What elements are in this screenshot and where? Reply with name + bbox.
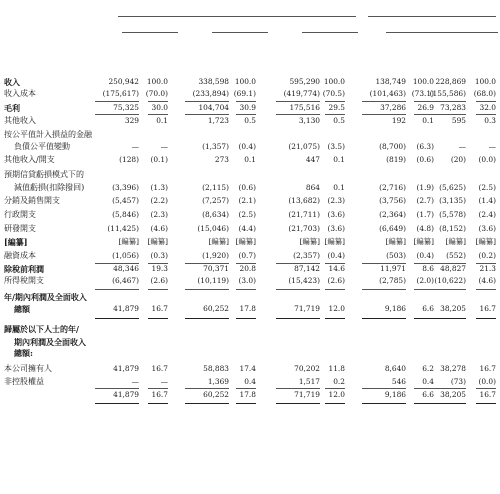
subtotal-rule [362,388,406,389]
row-label: 除稅前利潤 [4,264,44,274]
row-value: 546 [391,377,406,386]
row-value: (2,716) [379,183,406,192]
row-value: 595 [451,116,466,125]
row-value: (2.5) [238,210,256,219]
row-value: — [131,377,139,386]
row-value: (8,634) [202,210,229,219]
row-label: 研發開支 [4,224,36,233]
row-value: 1,369 [207,377,229,386]
row-value: 0.1 [333,183,345,192]
subtotal-rule [95,101,139,102]
row-value: (1.4) [478,196,496,205]
row-value: 60,252 [203,304,229,313]
row-value: 32.0 [479,103,496,112]
row-value: 1,517 [298,377,320,386]
row-value: (6,467) [112,276,139,285]
row-value: 70,202 [294,364,320,373]
row-label: 收入成本 [4,89,36,98]
row-value: (1.9) [416,183,434,192]
row-value: (1,357) [202,142,229,151]
row-value: 16.7 [151,304,168,313]
row-value: 26.9 [417,103,434,112]
row-value: 38,205 [440,390,466,399]
subtotal-rule [476,318,496,319]
row-label: 行政開支 [4,210,36,219]
row-value: (6.3) [416,142,434,151]
row-value: (2.2) [150,196,168,205]
row-value: [編纂] [385,237,406,246]
subtotal-rule [422,263,466,264]
row-value: (2.4) [478,210,496,219]
row-value: 16.7 [479,304,496,313]
subtotal-rule [185,289,229,290]
subtotal-rule [362,263,406,264]
row-value: [編纂] [208,237,229,246]
year-rule [442,32,498,33]
row-value: (11,425) [107,224,139,233]
row-value: 9,186 [384,304,406,313]
row-value: 16.7 [151,364,168,373]
row-value: (0.6) [416,155,434,164]
row-value: (0.4) [416,251,434,260]
subtotal-rule [95,289,139,290]
row-value: 38,205 [440,304,466,313]
subtotal-rule [422,101,466,102]
row-value: 58,883 [203,364,229,373]
row-value: (21,711) [288,210,320,219]
row-label: 期內利潤及全面收入 [14,337,86,347]
row-value: 250,942 [108,77,139,86]
row-label: 按公平值計入損益的金融 [4,130,92,139]
row-value: (155,586) [429,89,466,98]
subtotal-rule [422,114,466,115]
row-label: 總額: [14,348,33,358]
row-value: (552) [446,251,466,260]
row-label: 預期信貸虧損模式下的 [4,170,84,179]
row-value: (68.0) [473,89,496,98]
row-value: (5,578) [439,210,466,219]
row-value: (3,135) [439,196,466,205]
row-value: [編纂] [299,237,320,246]
subtotal-rule [276,388,320,389]
row-value: 864 [305,183,320,192]
row-value: (4.4) [238,224,256,233]
subtotal-rule [476,388,496,389]
row-value: 75,325 [113,103,139,112]
row-value: (13,682) [288,196,320,205]
row-value: 11.8 [328,364,345,373]
row-value: 41,879 [113,390,139,399]
row-value: 41,879 [113,304,139,313]
subtotal-rule [236,114,256,115]
row-value: 100.0 [146,77,168,86]
row-value: 0.2 [333,377,345,386]
row-value: 100.0 [474,77,496,86]
subtotal-rule [276,403,320,404]
row-value: — [160,142,168,151]
subtotal-rule [476,263,496,264]
row-value: (503) [386,251,406,260]
row-value: [編纂] [445,237,466,246]
row-value: [編纂] [475,237,496,246]
row-value: 8,640 [384,364,406,373]
row-value: [編纂] [413,237,434,246]
subtotal-rule [422,403,466,404]
subtotal-rule [148,263,168,264]
row-value: (73.1) [411,89,434,98]
row-value: 12.0 [328,390,345,399]
row-value: — [160,377,168,386]
row-value: 17.4 [239,364,256,373]
row-value: 9,186 [384,390,406,399]
row-value: 14.6 [328,264,345,273]
row-value: — [458,142,466,151]
row-value: 30.0 [151,103,168,112]
subtotal-rule [185,403,229,404]
row-value: 12.0 [328,304,345,313]
row-label: 負債公平值變動 [14,142,70,151]
subtotal-rule [325,114,345,115]
row-value: (0.4) [327,251,345,260]
row-value: (8,700) [379,142,406,151]
row-value: (3,756) [379,196,406,205]
row-value: (0.4) [238,142,256,151]
subtotal-rule [236,318,256,319]
subtotal-rule [362,101,406,102]
row-value: (0.2) [478,251,496,260]
subtotal-rule [148,101,168,102]
row-label: 分銷及銷售開支 [4,196,60,205]
subtotal-rule [325,289,345,290]
row-value: (101,463) [369,89,406,98]
row-value: 228,869 [435,77,466,86]
row-value: (2,364) [379,210,406,219]
row-value: (2.5) [478,183,496,192]
row-label: 歸屬於以下人士的年/ [4,324,79,334]
row-value: (7,257) [202,196,229,205]
header-rule [368,16,496,17]
row-value: 11,971 [380,264,406,273]
row-value: 19.3 [151,264,168,273]
row-value: (819) [386,155,406,164]
row-value: 338,598 [198,77,229,86]
subtotal-rule [95,403,139,404]
row-value: 16.7 [151,390,168,399]
row-value: — [131,142,139,151]
row-value: 6.6 [422,304,434,313]
row-value: (6,649) [379,224,406,233]
header-rule [118,16,356,17]
subtotal-rule [148,318,168,319]
subtotal-rule [276,263,320,264]
row-label: 收入 [4,77,20,87]
row-value: — [488,142,496,151]
row-label: [編纂] [4,237,28,247]
row-value: 48,346 [113,264,139,273]
row-value: (70.0) [145,89,168,98]
row-value: (2,115) [202,183,229,192]
row-value: 192 [391,116,406,125]
row-value: (5,457) [112,196,139,205]
row-value: 447 [305,155,320,164]
row-value: 16.7 [479,364,496,373]
row-value: (4.8) [416,224,434,233]
row-value: 175,516 [289,103,320,112]
row-value: 100.0 [234,77,256,86]
row-value: 20.8 [239,264,256,273]
row-value: (21,075) [288,142,320,151]
row-value: (2.3) [150,210,168,219]
row-value: (128) [119,155,139,164]
row-label: 減值虧損(扣除撥回) [14,183,85,192]
subtotal-rule [276,289,320,290]
year-rule [122,32,178,33]
row-value: (3.6) [327,224,345,233]
row-value: (10,119) [197,276,229,285]
subtotal-rule [95,318,139,319]
row-value: (20) [450,155,466,164]
subtotal-rule [476,101,496,102]
year-rule [212,32,268,33]
row-label: 毛利 [4,103,20,113]
row-value: (2.6) [327,276,345,285]
row-value: (4.6) [478,276,496,285]
subtotal-rule [236,388,256,389]
subtotal-rule [148,289,168,290]
subtotal-rule [476,403,496,404]
subtotal-rule [325,403,345,404]
year-rule [302,32,358,33]
row-value: (2.6) [150,276,168,285]
row-value: (419,774) [283,89,320,98]
row-value: (2.0) [416,276,434,285]
row-value: 87,142 [294,264,320,273]
row-value: (3.6) [478,224,496,233]
row-value: (0.1) [150,155,168,164]
subtotal-rule [362,114,406,115]
row-value: (2.7) [416,196,434,205]
row-value: (2,785) [379,276,406,285]
subtotal-rule [276,318,320,319]
row-value: 38,278 [440,364,466,373]
row-value: (0.0) [478,377,496,386]
row-value: (175,617) [102,89,139,98]
subtotal-rule [236,403,256,404]
row-value: 17.8 [239,304,256,313]
row-value: (1.7) [416,210,434,219]
year-rule [386,32,442,33]
row-value: (233,894) [192,89,229,98]
row-value: 329 [124,116,139,125]
subtotal-rule [325,101,345,102]
row-value: 0.4 [244,377,256,386]
row-value: (70.5) [322,89,345,98]
row-value: 0.1 [244,155,256,164]
row-value: (4.6) [150,224,168,233]
row-value: (0.3) [150,251,168,260]
subtotal-rule [276,114,320,115]
row-label: 非控股權益 [4,377,44,386]
row-value: 1,723 [207,116,229,125]
row-value: 71,719 [294,390,320,399]
row-label: 其他收入/開支 [4,155,55,164]
subtotal-rule [185,114,229,115]
subtotal-rule [236,289,256,290]
row-value: [編纂] [235,237,256,246]
row-value: (0.0) [478,155,496,164]
row-value: 48,827 [440,264,466,273]
row-value: (10,622) [434,276,466,285]
row-value: (69.1) [233,89,256,98]
subtotal-rule [185,263,229,264]
row-value: 0.5 [244,116,256,125]
row-value: (1,056) [112,251,139,260]
row-value: (21,703) [288,224,320,233]
row-label: 融資成本 [4,251,36,260]
row-value: (1,920) [202,251,229,260]
subtotal-rule [325,388,345,389]
row-value: (15,046) [197,224,229,233]
subtotal-rule [148,403,168,404]
row-value: 41,879 [113,364,139,373]
row-value: (5,625) [439,183,466,192]
row-value: (0.7) [238,251,256,260]
row-value: 17.8 [239,390,256,399]
row-value: 6.6 [422,390,434,399]
subtotal-rule [185,388,229,389]
subtotal-rule [362,403,406,404]
row-value: 6.2 [422,364,434,373]
subtotal-rule [325,263,345,264]
subtotal-rule [422,318,466,319]
row-value: 71,719 [294,304,320,313]
subtotal-rule [422,289,466,290]
row-value: [編纂] [324,237,345,246]
row-value: 16.7 [479,390,496,399]
row-label: 本公司擁有人 [4,364,52,373]
row-value: 100.0 [323,77,345,86]
subtotal-rule [362,318,406,319]
subtotal-rule [148,114,168,115]
row-value: 0.1 [422,116,434,125]
row-value: 0.5 [333,116,345,125]
row-value: 0.3 [484,116,496,125]
subtotal-rule [236,263,256,264]
row-value: [編纂] [118,237,139,246]
row-value: (2.1) [238,196,256,205]
row-value: (73) [450,377,466,386]
row-value: 0.4 [422,377,434,386]
row-value: 21.3 [479,264,496,273]
row-value: (1.3) [150,183,168,192]
row-value: 8.6 [422,264,434,273]
row-value: 37,286 [380,103,406,112]
row-value: 73,283 [440,103,466,112]
row-value: 138,749 [375,77,406,86]
subtotal-rule [236,101,256,102]
row-value: [編纂] [147,237,168,246]
row-value: (3,396) [112,183,139,192]
subtotal-rule [185,101,229,102]
row-value: (3.5) [327,142,345,151]
subtotal-rule [476,114,496,115]
subtotal-rule [185,318,229,319]
row-value: 0.1 [333,155,345,164]
row-value: 29.5 [328,103,345,112]
row-value: (15,423) [288,276,320,285]
row-label: 年/期內利潤及全面收入 [4,292,87,302]
subtotal-rule [276,101,320,102]
row-value: (0.6) [238,183,256,192]
subtotal-rule [325,318,345,319]
row-value: (5,846) [112,210,139,219]
subtotal-rule [422,388,466,389]
row-value: 100.0 [412,77,434,86]
row-value: 3,130 [298,116,320,125]
row-value: 104,704 [198,103,229,112]
row-value: (8,152) [439,224,466,233]
row-value: (3.0) [238,276,256,285]
subtotal-rule [95,388,139,389]
row-label: 其他收入 [4,116,36,125]
row-value: 70,371 [203,264,229,273]
subtotal-rule [95,114,139,115]
row-value: 60,252 [203,390,229,399]
row-value: (2.3) [327,196,345,205]
row-label: 總額 [14,304,30,314]
row-value: (2,357) [293,251,320,260]
row-value: 273 [214,155,229,164]
row-label: 所得稅開支 [4,276,44,285]
subtotal-rule [476,289,496,290]
row-value: 0.1 [156,116,168,125]
subtotal-rule [95,263,139,264]
row-value: 30.9 [239,103,256,112]
row-value: 595,290 [289,77,320,86]
subtotal-rule [362,289,406,290]
row-value: (3.6) [327,210,345,219]
subtotal-rule [148,388,168,389]
